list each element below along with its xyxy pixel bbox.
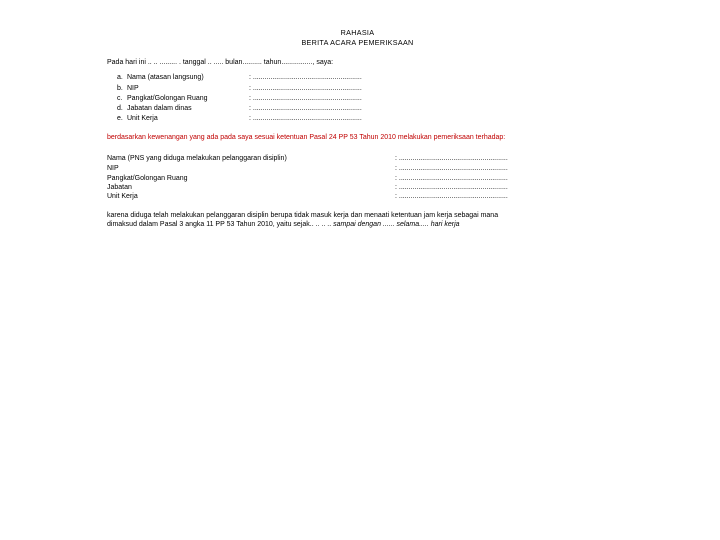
- suspect-label-nip: NIP: [107, 165, 119, 172]
- examiner-value-nip: : ........................................................: [249, 85, 362, 92]
- reason-line-2-duration: sampai dengan ...... selama..... hari kerja: [333, 221, 460, 228]
- examiner-value-position: : ........................................................: [249, 105, 362, 112]
- examiner-label-position: Jabatan dalam dinas: [127, 105, 192, 112]
- suspect-value-rank: : ........................................................: [395, 175, 508, 182]
- secrecy-label: RAHASIA: [340, 28, 375, 37]
- examiner-value-name: : ........................................................: [249, 74, 362, 81]
- suspect-label-rank: Pangkat/Golongan Ruang: [107, 175, 188, 182]
- suspect-value-position: : ........................................................: [395, 184, 508, 191]
- examiner-label-rank: Pangkat/Golongan Ruang: [127, 95, 208, 102]
- examiner-value-unit: : ........................................................: [249, 115, 362, 122]
- suspect-value-unit: : ........................................................: [395, 193, 508, 200]
- examiner-letter-a: a.: [117, 74, 123, 81]
- authority-statement: berdasarkan kewenangan yang ada pada saya sesuai ketentuan Pasal 24 PP 53 Tahun 2010 melakukan pemeriksaan terhadap:: [107, 134, 506, 141]
- suspect-label-unit: Unit Kerja: [107, 193, 138, 200]
- examiner-letter-d: d.: [117, 105, 123, 112]
- examiner-letter-c: c.: [117, 95, 123, 102]
- reason-line-2: [107, 221, 460, 229]
- examiner-label-unit: Unit Kerja: [127, 115, 158, 122]
- reason-line-1: karena diduga telah melakukan pelanggaran disiplin berupa tidak masuk kerja dan menaati ketentuan jam kerja sebagai mana: [107, 212, 499, 219]
- suspect-label-position: Jabatan: [107, 184, 132, 191]
- intro-line: Pada hari ini .. .. ......... . tanggal .. ..... bulan.......... tahun................, saya:: [107, 59, 334, 66]
- examiner-value-rank: : ........................................................: [249, 95, 362, 102]
- suspect-value-nip: : ........................................................: [395, 165, 508, 172]
- reason-line-2-text: dimaksud dalam Pasal 3 angka 11 PP 53 Tahun 2010, yaitu sejak.. .. .. ..: [107, 221, 334, 228]
- examiner-letter-b: b.: [117, 85, 123, 92]
- examiner-label-nip: NIP: [127, 85, 139, 92]
- examiner-letter-e: e.: [117, 115, 123, 122]
- suspect-label-name: Nama (PNS yang diduga melakukan pelanggaran disiplin): [107, 155, 287, 162]
- examiner-label-name: Nama (atasan langsung): [127, 74, 204, 81]
- suspect-value-name: : ........................................................: [395, 155, 508, 162]
- document-title: BERITA ACARA PEMERIKSAAN: [301, 38, 414, 47]
